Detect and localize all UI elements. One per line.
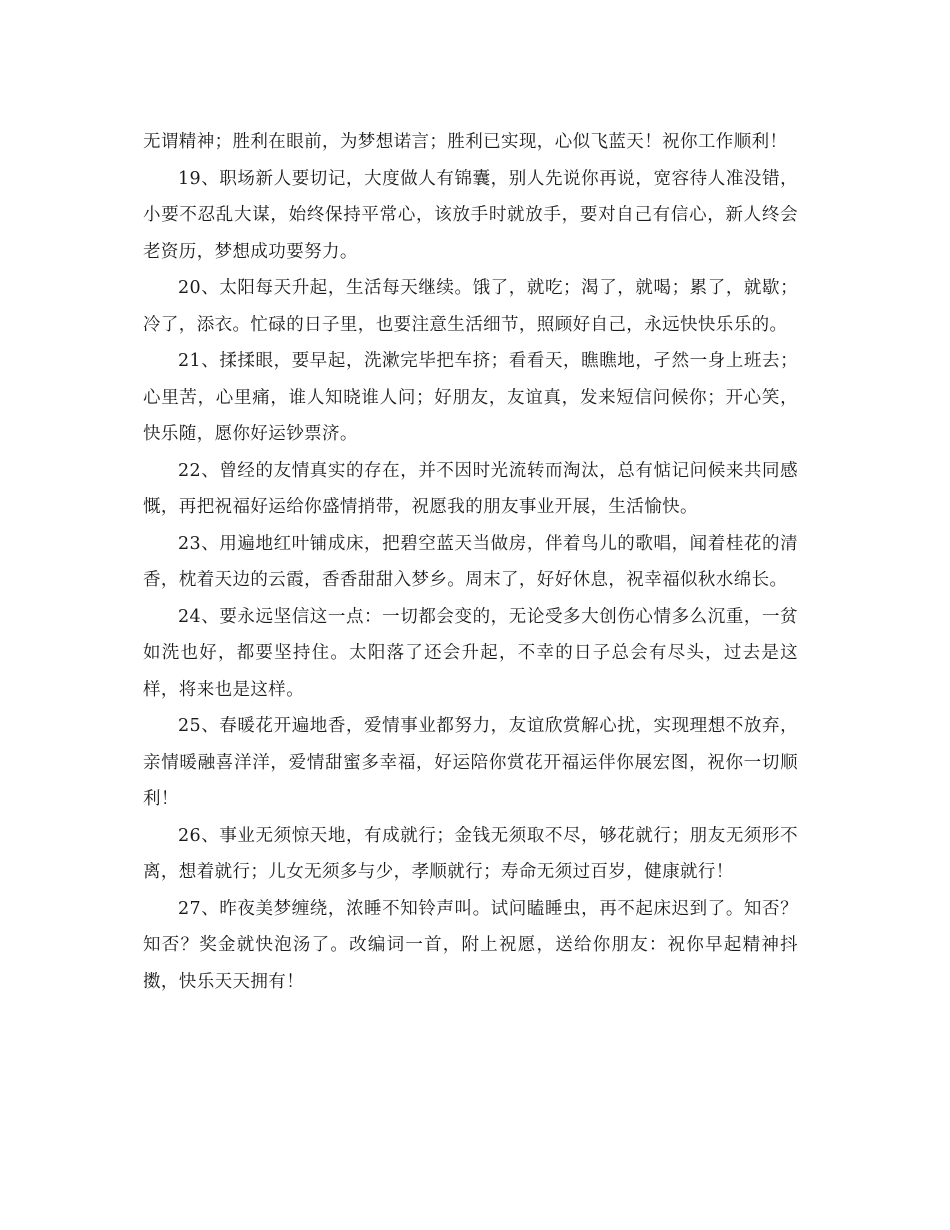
paragraph-23: 23、用遍地红叶铺成床，把碧空蓝天当做房，伴着鸟儿的歌唱，闻着桂花的清香，枕着天边的云霞，香香甜甜入梦乡。周末了，好好休息，祝幸福似秋水绵长。 (143, 533, 798, 590)
paragraph-22: 22、曾经的友情真实的存在，并不因时光流转而淘汰，总有惦记问候来共同感慨，再把祝福好运给你盛情捎带，祝愿我的朋友事业开展，生活愉快。 (143, 460, 798, 517)
paragraph-24: 24、要永远坚信这一点：一切都会变的，无论受多大创伤心情多么沉重，一贫如洗也好，都要坚持住。太阳落了还会升起，不幸的日子总会有尽头，过去是这样，将来也是这样。 (143, 606, 798, 700)
paragraph-21: 21、揉揉眼，要早起，洗漱完毕把车挤；看看天，瞧瞧地，孑然一身上班去；心里苦，心里痛，谁人知晓谁人问；好朋友，友谊真，发来短信问候你；开心笑，快乐随，愿你好运钞票济。 (143, 351, 798, 444)
paragraph-continuation: 无谓精神；胜利在眼前，为梦想诺言；胜利已实现，心似飞蓝天！祝你工作顺利！ (143, 132, 788, 152)
paragraph-19: 19、职场新人要切记，大度做人有锦囊，别人先说你再说，宽容待人准没错，小要不忍乱大谋，始终保持平常心，该放手时就放手，要对自己有信心，新人终会老资历，梦想成功要努力。 (143, 168, 798, 262)
paragraph-27: 27、昨夜美梦缠绕，浓睡不知铃声叫。试问瞌睡虫，再不起床迟到了。知否？知否？奖金就快泡汤了。改编词一首，附上祝愿，送给你朋友：祝你早起精神抖擞，快乐天天拥有！ (143, 898, 798, 992)
paragraph-26: 26、事业无须惊天地，有成就行；金钱无须取不尽，够花就行；朋友无须形不离，想着就行；儿女无须多与少，孝顺就行；寿命无须过百岁，健康就行！ (143, 825, 798, 882)
paragraph-20: 20、太阳每天升起，生活每天继续。饿了，就吃；渴了，就喝；累了，就歇；冷了，添衣。忙碌的日子里，也要注意生活细节，照顾好自己，永远快快乐乐的。 (143, 278, 798, 335)
document-body (143, 124, 798, 1000)
paragraph-25: 25、春暖花开遍地香，爱情事业都努力，友谊欣赏解心扰，实现理想不放弃，亲情暖融喜洋洋，爱情甜蜜多幸福，好运陪你赏花开福运伴你展宏图，祝你一切顺利！ (143, 716, 798, 809)
